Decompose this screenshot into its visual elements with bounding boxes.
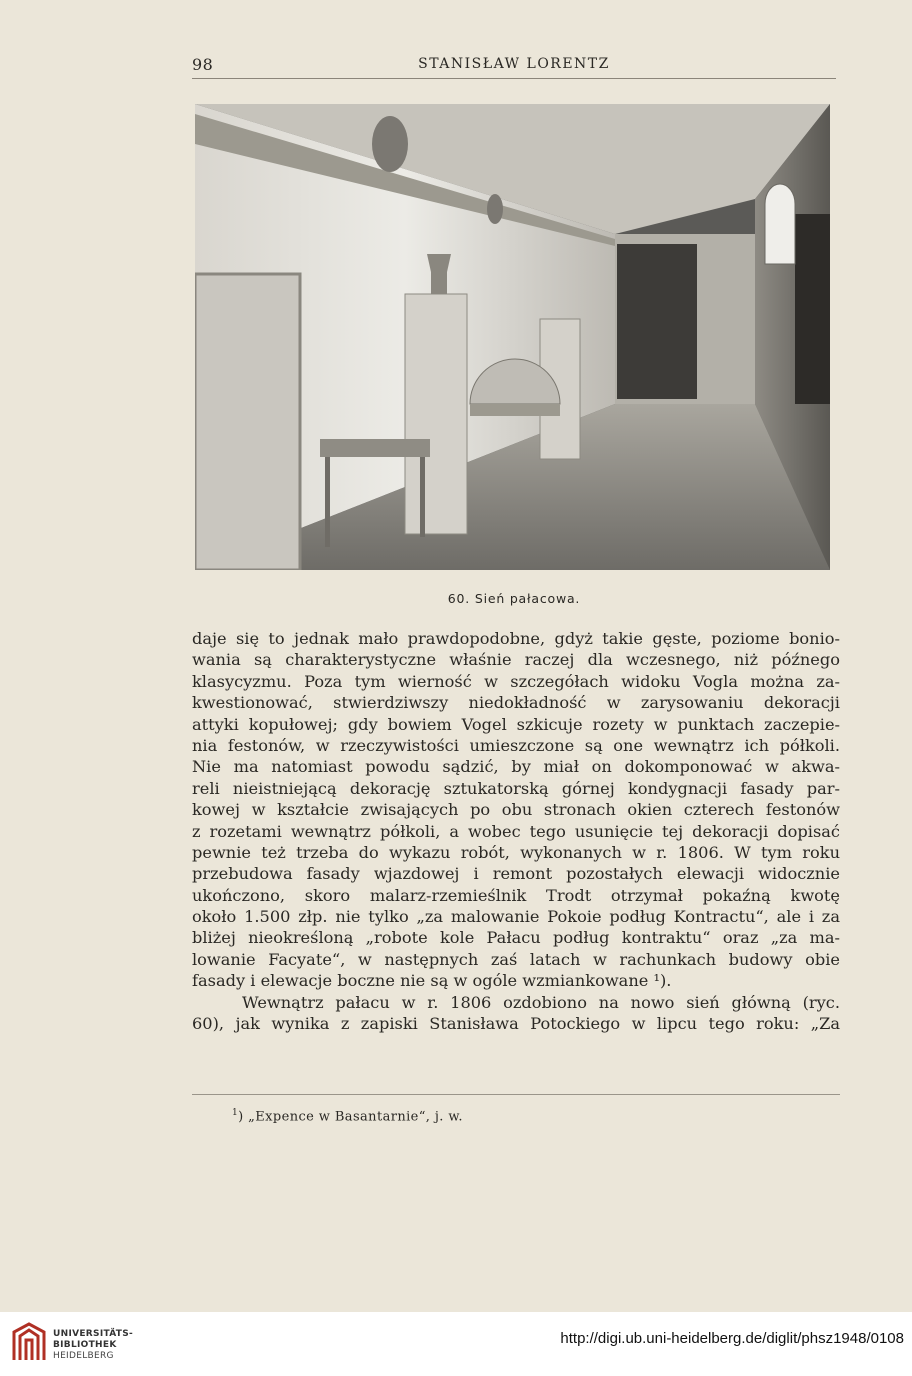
header-rule (192, 78, 836, 79)
figure-photograph (195, 104, 830, 570)
text-line: kwestionować, stwierdziwszy niedokładność w zarysowaniu dekoracji (192, 693, 840, 713)
library-name-line: HEIDELBERG (53, 1351, 114, 1361)
text-line: daje się to jednak mało prawdopodobne, gdyż takie gęste, poziome bonio- (192, 629, 840, 648)
text-line: wania są charakterystyczne właśnie raczej dla wczesnego, niż późnego (192, 650, 840, 670)
source-url-link[interactable]: http://digi.ub.uni-heidelberg.de/diglit/phsz1948/0108 (560, 1330, 904, 1347)
footnote-rule (192, 1094, 840, 1095)
library-name-line: BIBLIOTHEK (53, 1340, 117, 1350)
library-name (53, 1329, 133, 1362)
running-head: STANISŁAW LORENTZ (418, 56, 610, 72)
footnote-text: ) „Expence w Basantarnie“, j. w. (238, 1109, 463, 1125)
text-line: pewnie też trzeba do wykazu robót, wykonanych w r. 1806. W tym roku (192, 842, 840, 862)
hallway-photo-illustration (195, 104, 830, 570)
text-line: lowanie Facyate“, w następnych zaś latach w rachunkach budowy obie (192, 949, 840, 969)
text-line: fasady i elewacje boczne nie są w ogóle wzmiankowane ¹). (192, 971, 672, 991)
text-line: ukończono, skoro malarz-rzemieślnik Trodt otrzymał pokaźną kwotę (192, 885, 840, 905)
text-line: Wewnątrz pałacu w r. 1806 ozdobiono na nowo sień główną (ryc. (242, 992, 840, 1012)
library-logo-icon (10, 1322, 48, 1364)
page-header (192, 55, 836, 77)
text-line: nia festonów, w rzeczywistości umieszczone są one wewnątrz ich półkoli. (192, 735, 840, 755)
library-footer (0, 1312, 912, 1376)
text-line: około 1.500 złp. nie tylko „za malowanie Pokoie podług Kontractu“, ale i za (192, 907, 840, 927)
figure-caption: 60. Sień pałacowa. (447, 591, 581, 606)
text-line: z rozetami wewnątrz półkoli, a wobec tego usunięcie tej dekoracji dopisać (192, 821, 840, 841)
body-text (192, 628, 840, 1034)
text-line: bliżej nieokreśloną „robote kole Pałacu podług kontraktu“ oraz „za ma- (192, 928, 840, 948)
page-number: 98 (192, 55, 214, 74)
text-line: klasycyzmu. Poza tym wierność w szczegółach widoku Vogla można za- (192, 671, 840, 691)
footnote (232, 1108, 463, 1124)
text-line: 60), jak wynika z zapiski Stanisława Potockiego w lipcu tego roku: „Za (192, 1014, 840, 1034)
text-line: kowej w kształcie zwisających po obu stronach okien czterech festonów (192, 800, 840, 820)
library-name-line: UNIVERSITÄTS- (53, 1329, 134, 1339)
text-line: attyki kopułowej; gdy bowiem Vogel szkicuje rozety w punktach zaczepie- (192, 714, 840, 734)
text-line: reli nieistniejącą dekorację sztukatorską górnej kondygnacji fasady par- (192, 778, 840, 798)
text-line: Nie ma natomiast powodu sądzić, by miał on dokomponować w akwa- (192, 757, 840, 777)
text-line: przebudowa fasady wjazdowej i remont pozostałych elewacji widocznie (192, 864, 840, 884)
footnote-marker: 1 (232, 1108, 239, 1118)
